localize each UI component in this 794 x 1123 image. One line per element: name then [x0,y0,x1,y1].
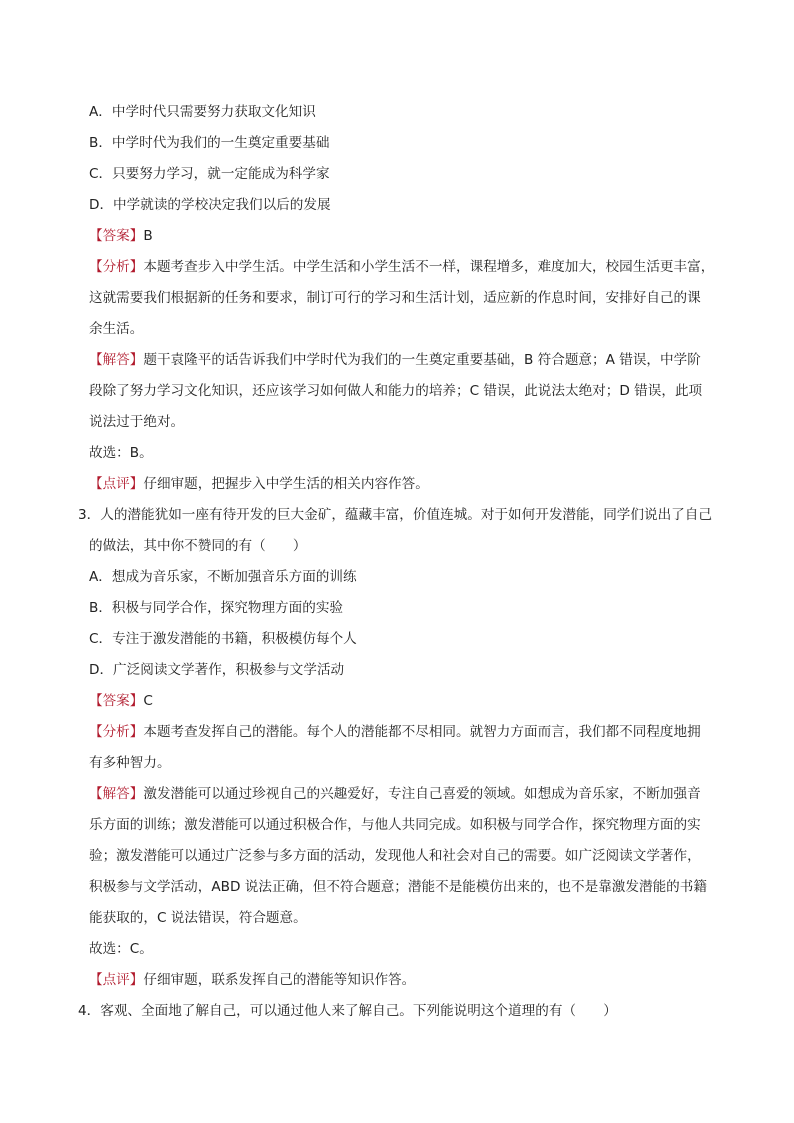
q2-solution-line-2: 段除了努力学习文化知识，还应该学习如何做人和能力的培养；C 错误，此说法太绝对；D 错误，此项 [89,383,703,399]
q3-option-c: C．专注于激发潜能的书籍，积极模仿每个人 [89,631,357,647]
q3-solution-line-5: 能获取的，C 说法错误，符合题意。 [89,910,307,926]
q2-option-d: D．中学就读的学校决定我们以后的发展 [89,197,331,213]
q3-choose: 故选：C。 [89,941,153,957]
q3-solution-line-1: 【解答】激发潜能可以通过珍视自己的兴趣爱好，专注自己喜爱的领域。如想成为音乐家，不断加强音 [89,786,701,802]
q2-comment: 【点评】仔细审题，把握步入中学生活的相关内容作答。 [89,476,429,492]
q3-comment: 【点评】仔细审题，联系发挥自己的潜能等知识作答。 [89,972,416,988]
q3-stem-line-2: 的做法，其中你不赞同的有（ ） [89,538,307,554]
q3-solution-line-4: 积极参与文学活动，ABD 说法正确，但不符合题意；潜能不是能模仿出来的，也不是靠激发潜能的书籍 [89,879,707,895]
q3-analysis-line-1: 【分析】本题考查发挥自己的潜能。每个人的潜能都不尽相同。就智力方面而言，我们都不同程度地拥 [89,724,701,740]
q2-answer [89,227,153,245]
q2-option-a: A．中学时代只需要努力获取文化知识 [89,104,316,120]
q3-solution-line-2: 乐方面的训练；激发潜能可以通过积极合作，与他人共同完成。如积极与同学合作，探究物理方面的实 [89,817,701,833]
comment-tag: 【点评】 [89,476,144,492]
q2-choose: 故选：B。 [89,445,153,461]
answer-value: C [143,693,153,709]
q2-analysis-line-3: 余生活。 [89,321,144,337]
q3-answer [89,692,153,710]
q2-solution-line-1: 【解答】题干袁隆平的话告诉我们中学时代为我们的一生奠定重要基础，B 符合题意；A 错误，中学阶 [89,352,701,368]
analysis-tag: 【分析】 [89,259,144,275]
q3-stem-line-1: 3．人的潜能犹如一座有待开发的巨大金矿，蕴藏丰富，价值连城。对于如何开发潜能，同学们说出了自己 [78,507,712,523]
solution-tag: 【解答】 [89,786,144,802]
answer-value: B [143,228,153,244]
q3-option-b: B．积极与同学合作，探究物理方面的实验 [89,600,344,616]
q3-solution-line-3: 验；激发潜能可以通过广泛参与多方面的活动，发现他人和社会对自己的需要。如广泛阅读文学著作， [89,848,701,864]
q2-analysis-line-1: 【分析】本题考查步入中学生活。中学生活和小学生活不一样，课程增多，难度加大，校园生活更丰富， [89,259,715,275]
q3-option-d: D．广泛阅读文学著作，积极参与文学活动 [89,662,345,678]
answer-tag: 【答案】 [89,693,144,709]
answer-tag: 【答案】 [89,228,144,244]
q3-analysis-line-2: 有多种智力。 [89,755,171,771]
q3-option-a: A．想成为音乐家，不断加强音乐方面的训练 [89,569,357,585]
q2-solution-line-3: 说法过于绝对。 [89,414,185,430]
q4-stem: 4．客观、全面地了解自己，可以通过他人来了解自己。下列能说明这个道理的有（ ） [78,1003,617,1019]
q2-option-b: B．中学时代为我们的一生奠定重要基础 [89,135,330,151]
q2-option-c: C．只要努力学习，就一定能成为科学家 [89,166,330,182]
q2-analysis-line-2: 这就需要我们根据新的任务和要求，制订可行的学习和生活计划，适应新的作息时间，安排好自己的课 [89,290,701,306]
solution-tag: 【解答】 [89,352,144,368]
analysis-tag: 【分析】 [89,724,144,740]
comment-tag: 【点评】 [89,972,144,988]
